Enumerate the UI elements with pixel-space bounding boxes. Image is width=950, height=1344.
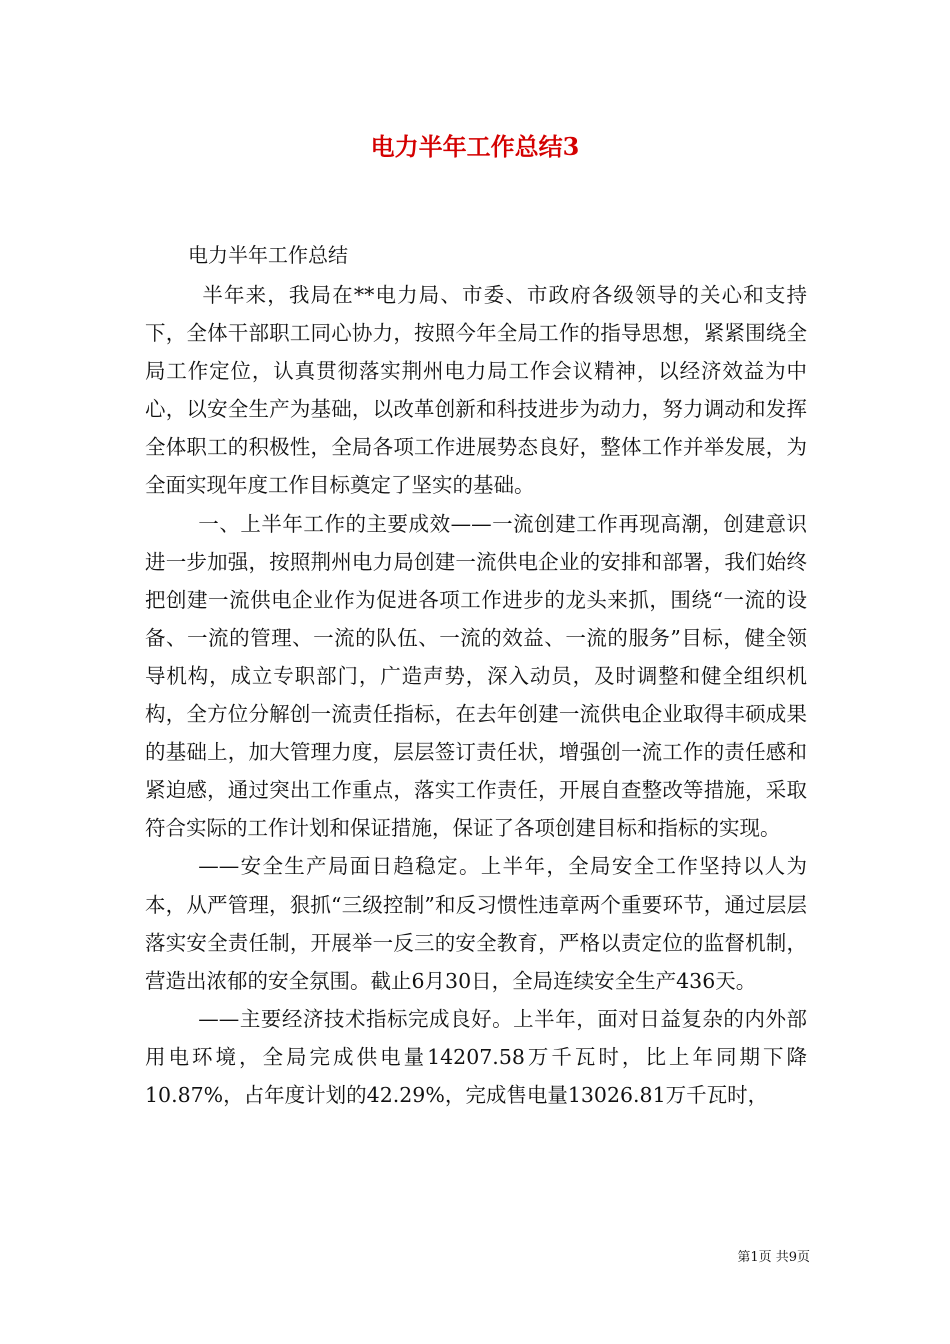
document-title: 电力半年工作总结3 (370, 132, 580, 161)
paragraph-intro: 半年来，我局在**电力局、市委、市政府各级领导的关心和支持下，全体干部职工同心协力，按照今年全局工作的指导思想，紧紧围绕全局工作定位，认真贯彻落实荆州电力局工作会议精神，以经济效益为中心，以安全生产为基础，以改革创新和科技进步为动力，努力调动和发挥全体职工的积极性，全局各项工作进展势态良好，整体工作并举发展，为全面实现年度工作目标奠定了坚实的基础。 (145, 283, 807, 498)
document-subtitle: 电力半年工作总结 (188, 243, 348, 267)
paragraph-economics: ——主要经济技术指标完成良好。上半年，面对日益复杂的内外部用电环境，全局完成供电量14207.58万千瓦时，比上年同期下降10.87%，占年度计划的42.29%，完成售电量13026.81万千瓦时， (145, 1006, 807, 1107)
paragraph-section-one: 一、上半年工作的主要成效——一流创建工作再现高潮，创建意识进一步加强，按照荆州电力局创建一流供电企业的安排和部署，我们始终把创建一流供电企业作为促进各项工作进步的龙头来抓，围绕“一流的设备、一流的管理、一流的队伍、一流的效益、一流的服务”目标，健全领导机构，成立专职部门，广造声势，深入动员，及时调整和健全组织机构，全方位分解创一流责任指标，在去年创建一流供电企业取得丰硕成果的基础上，加大管理力度，层层签订责任状，增强创一流工作的责任感和紧迫感，通过突出工作重点，落实工作责任，开展自查整改等措施，采取符合实际的工作计划和保证措施，保证了各项创建目标和指标的实现。 (145, 511, 807, 841)
page-number-footer: 第1页 共9页 (737, 1250, 810, 1265)
paragraph-safety: ——安全生产局面日趋稳定。上半年，全局安全工作坚持以人为本，从严管理，狠抓“三级控制”和反习惯性违章两个重要环节，通过层层落实安全责任制，开展举一反三的安全教育，严格以责定位的监督机制，营造出浓郁的安全氛围。截止6月30日，全局连续安全生产436天。 (145, 854, 807, 993)
document-body (145, 276, 807, 1114)
